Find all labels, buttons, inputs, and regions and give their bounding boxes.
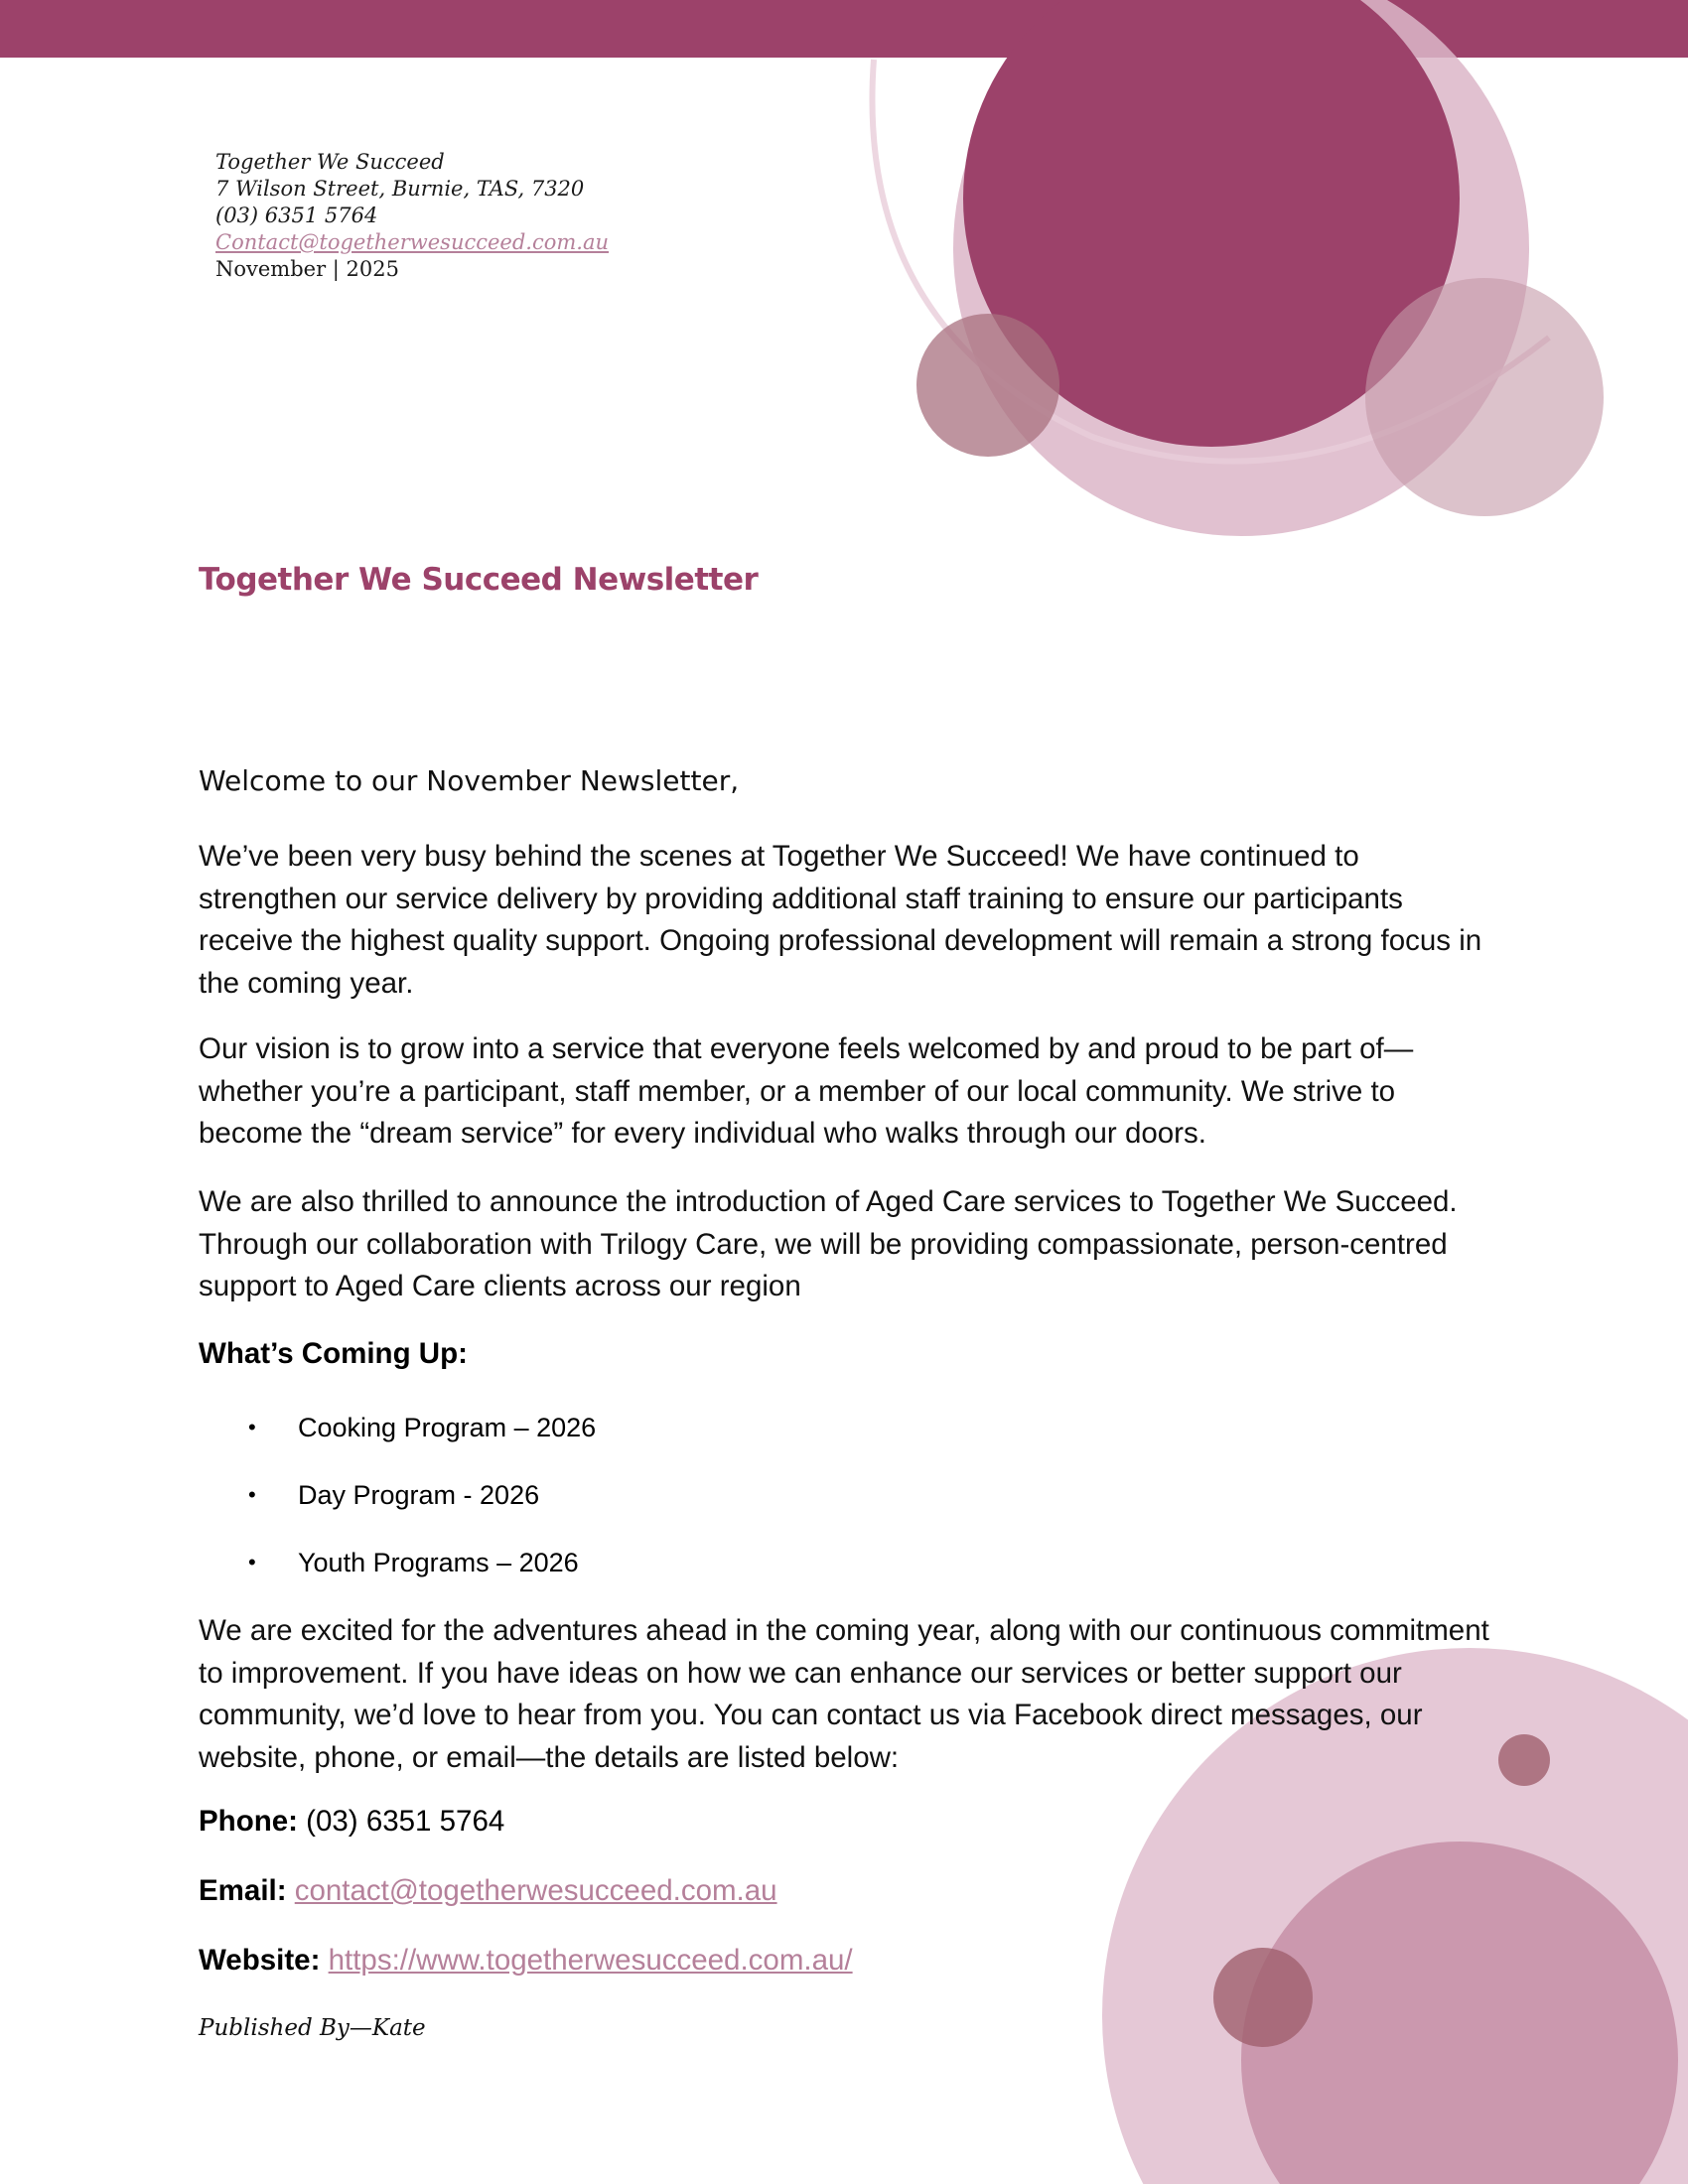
list-item-text: Youth Programs – 2026	[298, 1548, 579, 1577]
phone-value: (03) 6351 5764	[306, 1805, 505, 1838]
email-label: Email:	[199, 1874, 287, 1907]
contact-email	[199, 1874, 777, 1908]
newsletter-title: Together We Succeed Newsletter	[199, 562, 759, 598]
bullet-icon: •	[248, 1415, 256, 1439]
letterhead-address	[215, 149, 609, 283]
paragraph-staff-training: We’ve been very busy behind the scenes at Together We Succeed! We have continued to strengthen our service delivery by providing additional staff training to ensure our participants receive the highest quality support. Ongoing professional development will remain a strong focus in the coming year.	[199, 840, 1482, 1000]
org-name: Together We Succeed	[215, 150, 445, 174]
paragraph-vision: Our vision is to grow into a service that everyone feels welcomed by and proud to be part of—whether you’re a participant, staff member, or a member of our local community. We strive to become the “dream service” for every individual who walks through our doors.	[199, 1032, 1414, 1150]
top-small-circle-left	[916, 314, 1059, 457]
contact-website	[199, 1944, 853, 1978]
greeting: Welcome to our November Newsletter,	[199, 764, 740, 797]
paragraph-aged-care: We are also thrilled to announce the introduction of Aged Care services to Together We Succeed. Through our collaboration with Trilogy Care, we will be providing compassionate, person-centred support to Aged Care clients across our region	[199, 1185, 1458, 1302]
list-item-text: Cooking Program – 2026	[298, 1413, 597, 1442]
header-phone: (03) 6351 5764	[215, 204, 378, 227]
bullet-icon: •	[248, 1550, 256, 1574]
contact-phone	[199, 1805, 504, 1839]
website-label: Website:	[199, 1944, 321, 1977]
bullet-icon: •	[248, 1482, 256, 1507]
website-link[interactable]: https://www.togetherwesucceed.com.au/	[328, 1944, 853, 1977]
coming-up-heading: What’s Coming Up:	[199, 1337, 468, 1370]
issue-date: November | 2025	[215, 257, 400, 281]
list-item-text: Day Program - 2026	[298, 1480, 540, 1510]
top-small-circle-right	[1365, 278, 1604, 516]
bottom-small-circle	[1213, 1948, 1313, 2047]
signoff: Published By—Kate	[199, 2015, 426, 2041]
paragraph-closing: We are excited for the adventures ahead in the coming year, along with our continuous commitment to improvement. If you have ideas on how we can enhance our services or better support our community, we’d love to hear from you. You can contact us via Facebook direct messages, our website, phone, or email—the details are listed below:	[199, 1614, 1489, 1774]
bottom-tiny-circle	[1498, 1734, 1550, 1786]
phone-label: Phone:	[199, 1805, 298, 1838]
header-email-link[interactable]: Contact@togetherwesucceed.com.au	[215, 230, 610, 254]
email-link[interactable]: contact@togetherwesucceed.com.au	[294, 1874, 777, 1907]
street-address: 7 Wilson Street, Burnie, TAS, 7320	[215, 177, 585, 201]
